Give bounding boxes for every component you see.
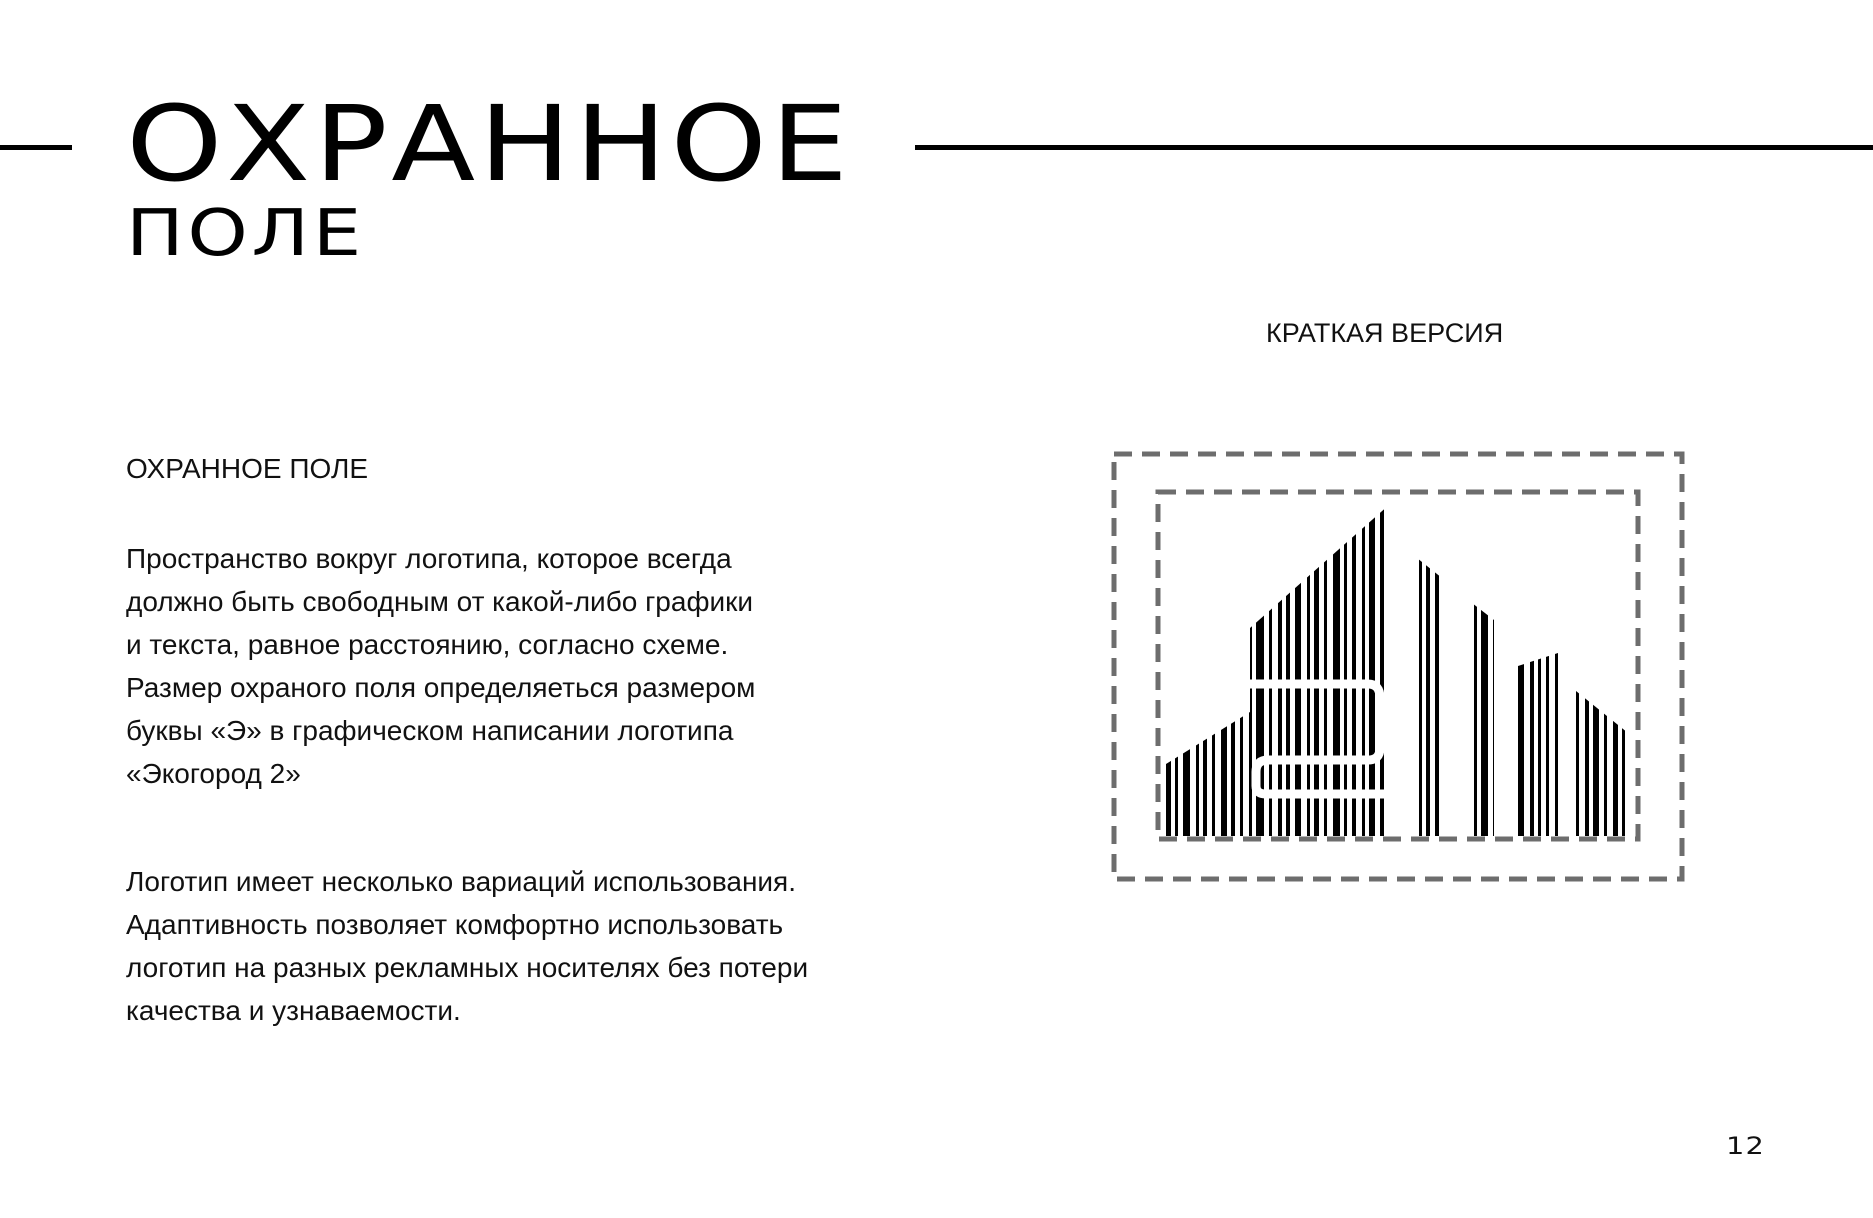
logo-version-label: КРАТКАЯ ВЕРСИЯ — [1266, 318, 1504, 348]
logo-stripe — [1231, 490, 1235, 840]
logo-stripe — [1622, 490, 1625, 840]
logo-stripe — [1380, 490, 1384, 840]
logo-stripe — [1183, 490, 1190, 840]
variations-paragraph — [126, 860, 808, 1032]
logo-stripe — [1435, 490, 1439, 840]
logo-stripe — [1455, 490, 1458, 840]
logo-stripe — [1203, 490, 1207, 840]
variations-line: Логотип имеет несколько вариаций использования. — [126, 866, 796, 897]
logo-stripe — [1546, 490, 1549, 840]
logo-stripe — [1555, 490, 1563, 840]
logo-stripe — [1575, 490, 1579, 840]
barcode-buildings-logo-icon — [1166, 490, 1625, 840]
description-line: должно быть свободным от какой-либо графики — [126, 586, 754, 617]
logo-stripe — [1518, 490, 1524, 840]
inner-logo-frame — [1158, 492, 1638, 839]
logo-stripe — [1593, 490, 1599, 840]
logo-stripe — [1362, 490, 1365, 840]
logo-stripe — [1286, 490, 1290, 840]
variations-line: качества и узнаваемости. — [126, 995, 461, 1026]
logo-stripe — [1196, 490, 1199, 840]
logo-stripe — [1175, 490, 1178, 840]
section-heading: ОХРАННОЕ ПОЛЕ — [126, 453, 368, 484]
logo-stripe — [1390, 490, 1393, 840]
logo-stripe — [1567, 490, 1570, 840]
variations-line: логотип на разных рекламных носителях без потери — [126, 952, 809, 983]
logo-stripe — [1463, 490, 1468, 840]
logo-stripe — [1604, 490, 1607, 840]
logo-stripe — [1426, 490, 1430, 840]
logo-stripe — [1307, 490, 1310, 840]
logo-stripe — [1278, 490, 1282, 840]
logo-stripe — [1530, 490, 1534, 840]
description-line: Размер охраного поля определяеться размером — [126, 672, 756, 703]
logo-stripe — [1585, 490, 1589, 840]
logo-stripe — [1314, 490, 1319, 840]
description-line: «Экогород 2» — [126, 758, 301, 789]
logo-stripe — [1249, 490, 1252, 840]
logo-stripe — [1419, 490, 1422, 840]
logo-stripe — [1397, 490, 1400, 840]
logo-stripe — [1212, 490, 1215, 840]
description-line: буквы «Э» в графическом написании логотипа — [126, 715, 734, 746]
logo-stripe — [1240, 490, 1243, 840]
logo-stripe — [1613, 490, 1618, 840]
description-line: Пространство вокруг логотипа, которое всегда — [126, 543, 732, 574]
logo-stripe — [1405, 490, 1413, 840]
page-subtitle: ПОЛЕ — [126, 197, 365, 271]
logo-stripe — [1369, 490, 1375, 840]
logo-stripe — [1344, 490, 1347, 840]
logo-stripe — [1324, 490, 1327, 840]
logo-stripe — [1538, 490, 1541, 840]
description-paragraph — [126, 537, 755, 795]
logo-stripe — [1221, 490, 1227, 840]
logo-stripe — [1493, 490, 1496, 840]
logo-stripe — [1445, 490, 1451, 840]
logo-stripe — [1166, 490, 1171, 840]
page-number: 12 — [1726, 1132, 1766, 1160]
logo-clear-space-figure — [1110, 450, 1686, 886]
header-rule-left — [0, 145, 72, 150]
logo-stripe — [1502, 490, 1506, 840]
logo-stripe — [1269, 490, 1272, 840]
header-rule-right — [915, 145, 1873, 150]
logo-stripe — [1333, 490, 1340, 840]
description-line: и текста, равное расстоянию, согласно схеме. — [126, 629, 729, 660]
logo-stripe — [1352, 490, 1356, 840]
logo-stripe — [1295, 490, 1301, 840]
page-title: ОХРАННОЕ — [126, 83, 852, 205]
logo-stripe — [1481, 490, 1488, 840]
variations-line: Адаптивность позволяет комфортно использовать — [126, 909, 784, 940]
logo-stripe — [1474, 490, 1477, 840]
logo-stripe — [1510, 490, 1513, 840]
